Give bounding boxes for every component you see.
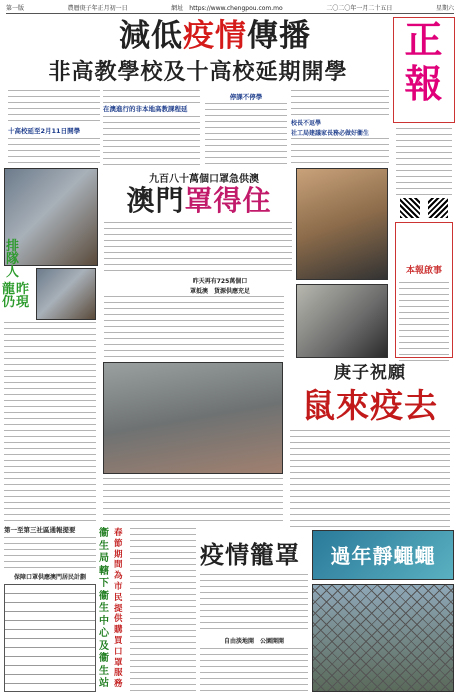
fence-photo — [312, 584, 454, 692]
mask-boxes-photo — [296, 168, 388, 280]
website[interactable]: 網址 https://www.chengpou.com.mo — [171, 5, 283, 12]
quarantine-headline-2: 過年靜蠅蠅 — [330, 544, 436, 568]
mask-story-text-2 — [104, 296, 284, 358]
quarantine-text-2 — [200, 648, 308, 692]
lead-col4-heading-2: 社工局建議家長務必做好衞生 — [291, 130, 370, 137]
lead-col4-text — [291, 90, 389, 117]
qr-code-2[interactable] — [428, 198, 448, 218]
plan-table-title: 保障口罩供應澳門居民計劃 — [13, 574, 86, 581]
children-photo — [103, 362, 283, 474]
mask-subhead-2: 罩抵澳 貨源供應充足 — [189, 288, 250, 295]
page-header — [6, 4, 454, 14]
officials-photo — [296, 284, 388, 358]
mask-headline: 澳門罩得住 — [126, 184, 272, 217]
masthead-logo-1: 正 — [404, 17, 444, 62]
community-text — [4, 537, 96, 569]
new-year-text — [290, 430, 450, 528]
lead-side-heading-1: 十高校延至2月11日開學 — [8, 127, 81, 135]
masthead-info — [396, 128, 452, 198]
new-year-headline: 鼠來疫去 — [302, 386, 438, 425]
children-caption-text — [103, 478, 283, 524]
new-year-kicker: 庚子祝願 — [334, 363, 406, 383]
mask-story-text — [104, 222, 292, 274]
queue-story-text — [4, 322, 96, 522]
lead-col2b-text — [103, 116, 200, 166]
lead-subheadline: 非高教學校及十高校延期開學 — [48, 59, 348, 85]
masthead-logo-2: 報 — [404, 61, 444, 106]
notice-box — [395, 222, 453, 358]
lead-col3-text — [205, 103, 287, 166]
health-story-text — [130, 528, 196, 692]
mask-kicker: 九百八十萬個口罩急供澳 — [149, 174, 259, 185]
fence-photo-top — [312, 530, 454, 580]
lead-side-heading-3: 停課不停學 — [229, 93, 263, 101]
lead-col1-text — [8, 90, 100, 124]
qr-code-1[interactable] — [400, 198, 420, 218]
health-headline: 衞 生 局 轄 下 衞 生 中 心 及 衞 生 站 — [99, 528, 110, 689]
queue-headline-left: 排 隊 人 — [6, 239, 21, 280]
quarantine-text — [200, 574, 308, 634]
plan-table — [4, 584, 96, 692]
lead-col4-heading: 校長不返學 — [291, 120, 322, 127]
notice-text — [399, 282, 449, 362]
lunar-date: 農曆庚子年正月初一日 — [67, 5, 128, 12]
lead-headline: 減低疫情傳播 — [119, 18, 311, 54]
queue-headline-right: 龍昨仍現 — [2, 282, 31, 310]
weekday: 星期六 — [435, 5, 454, 12]
health-subheadline: 春 節 期 間 為 市 民 提 供 購 買 口 罩 服 務 — [114, 528, 124, 690]
masthead — [393, 17, 455, 123]
lead-col4b-text — [291, 138, 389, 166]
section-label: 第一版 — [6, 5, 25, 12]
lead-side-heading-2: 在澳進行的非本地高教課程延 — [103, 105, 188, 113]
pharmacy-photo — [36, 268, 96, 320]
mask-subhead-1: 昨天再有725萬個口 — [192, 278, 248, 285]
quarantine-headline: 疫情籠罩 — [200, 540, 300, 569]
quarantine-subhead: 自由淡地開 公園開開 — [223, 638, 284, 645]
community-headline: 第一至第三社區通報提要 — [4, 526, 76, 534]
lead-col2-text — [103, 90, 200, 104]
lead-col1b-text — [8, 138, 100, 166]
notice-title: 本報啟事 — [405, 266, 442, 276]
date: 二〇二〇年一月二十五日 — [326, 5, 393, 12]
